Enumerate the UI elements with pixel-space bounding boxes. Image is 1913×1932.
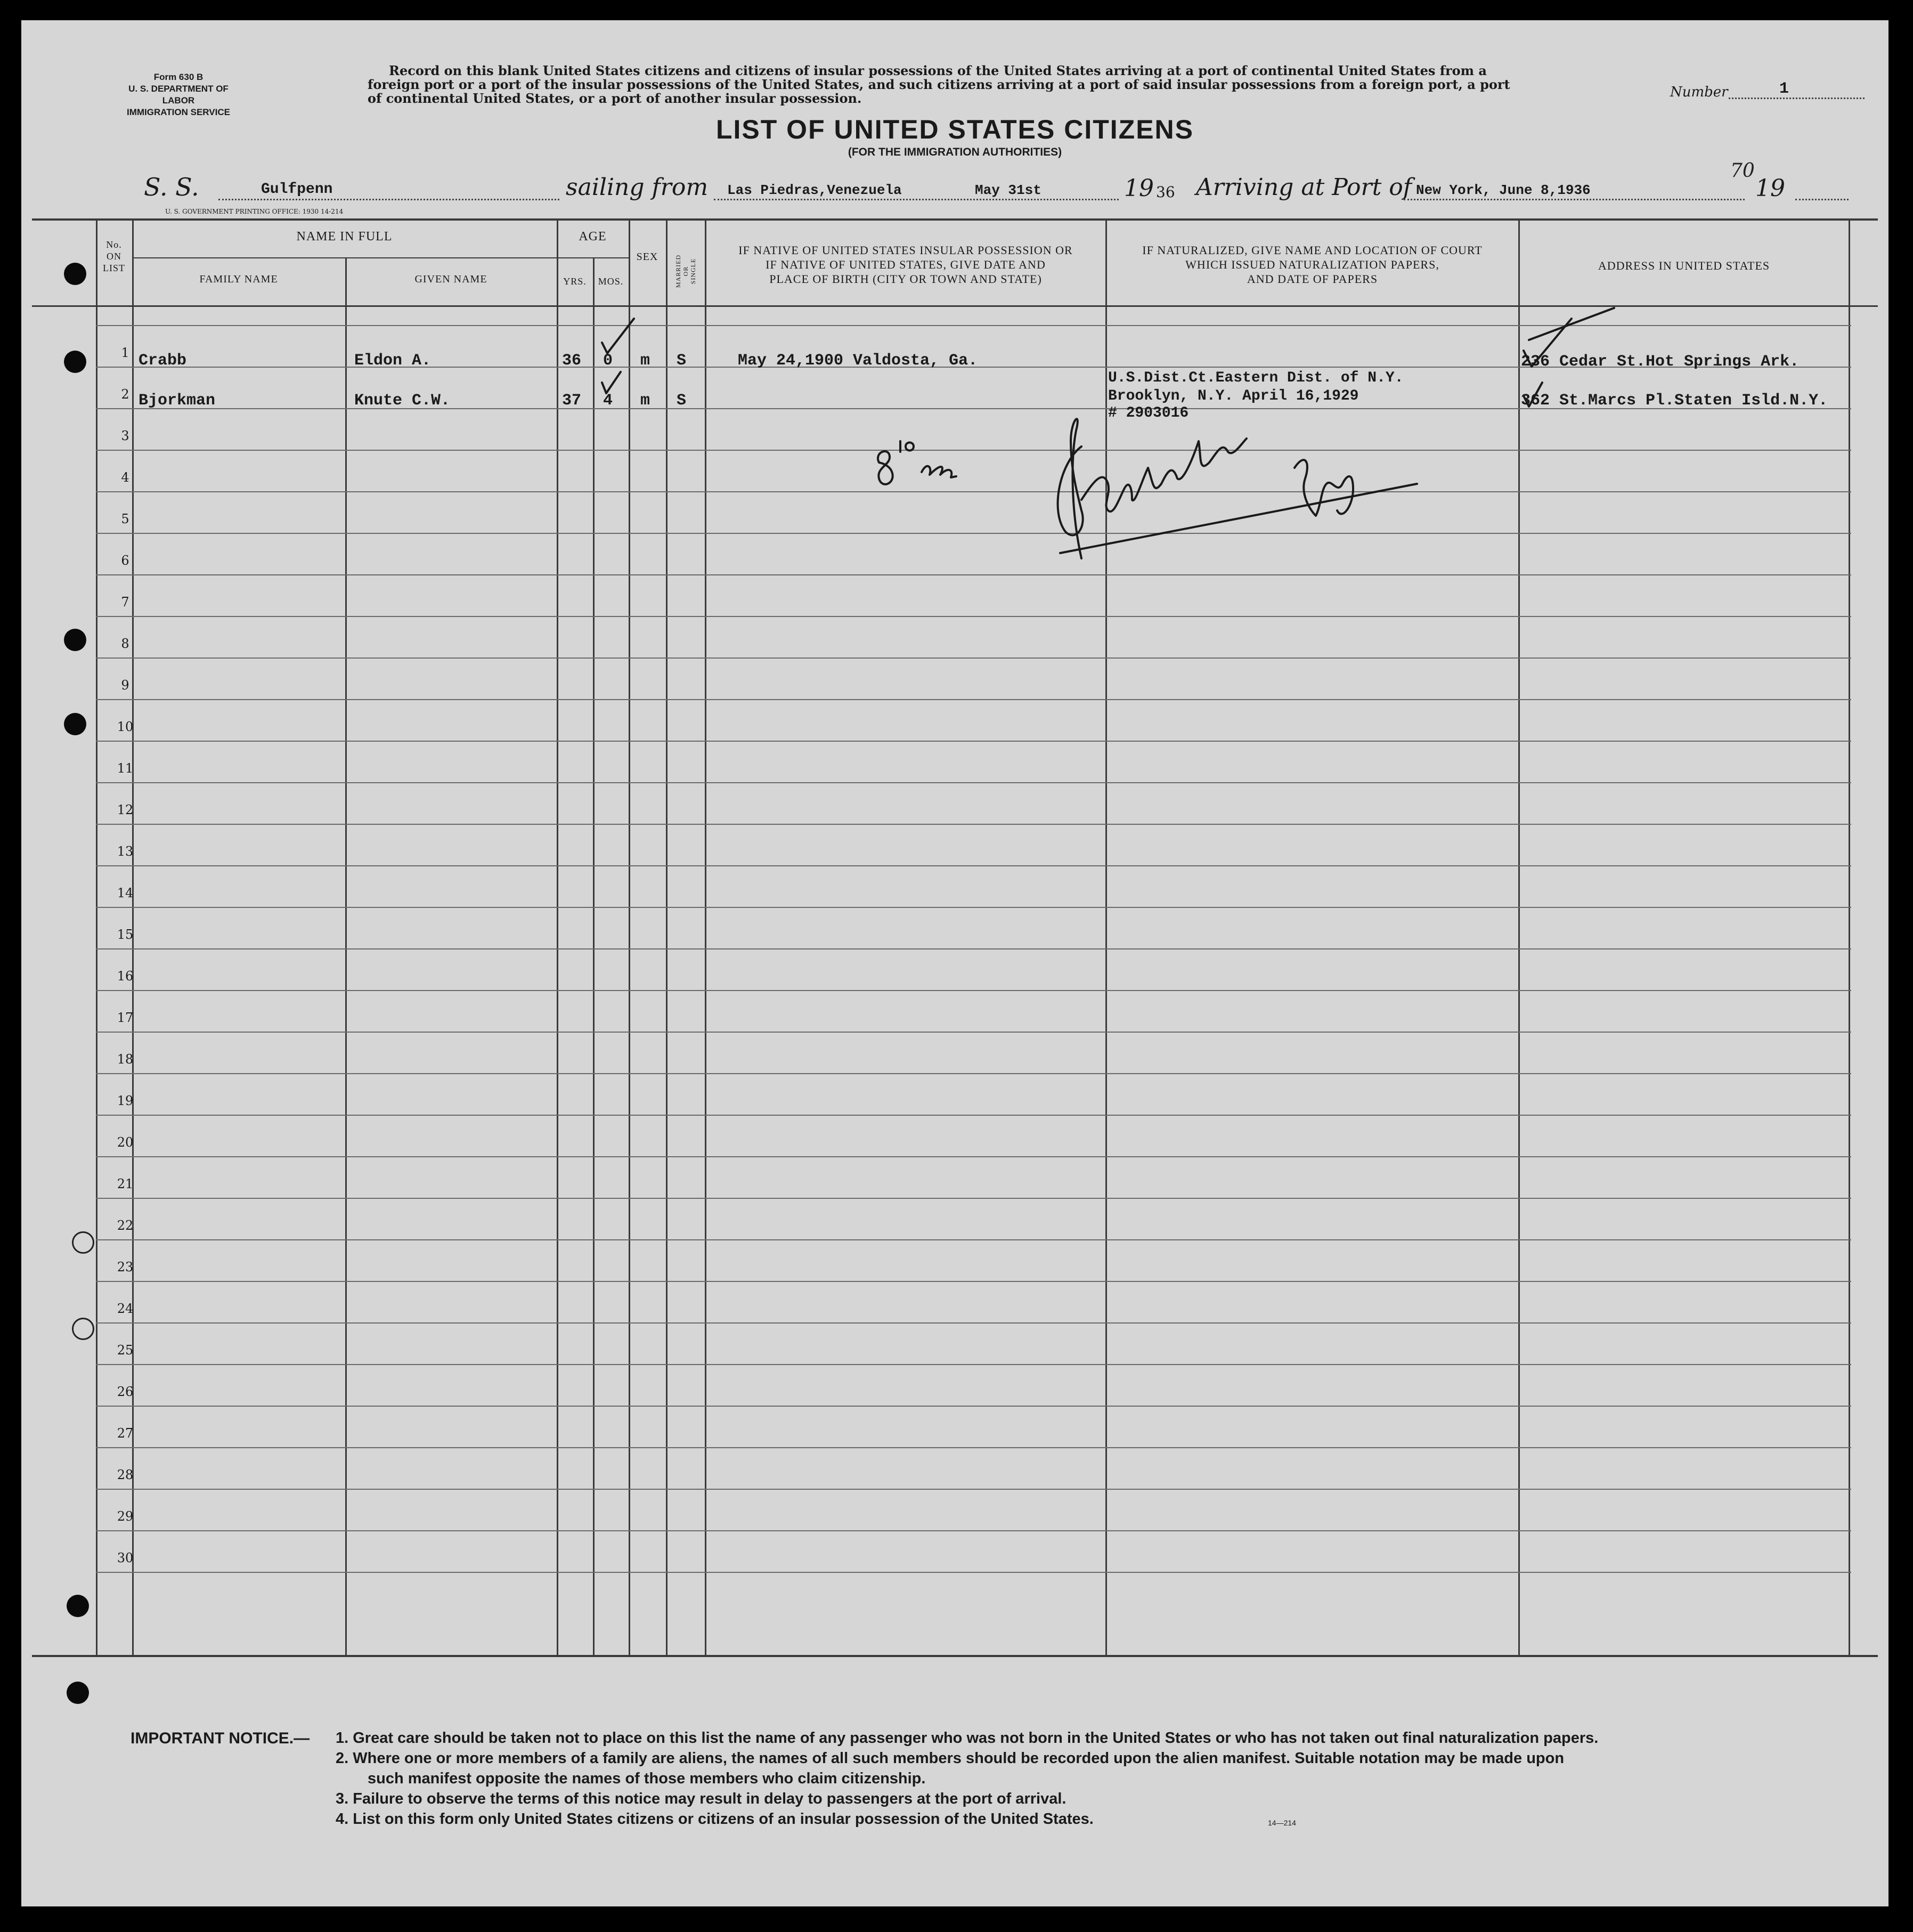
notice-item: 1. Great care should be taken not to place on this list the name of any passenger who was not born in the United States or who has not taken out final naturalization papers. [336, 1730, 1599, 1747]
entry-mos: 4 [603, 392, 613, 410]
form-number: Form 630 B [153, 72, 203, 82]
row-number: 30 [117, 1551, 134, 1565]
row-number: 8 [121, 636, 129, 651]
port-arrival: New York, June 8,1936 [1416, 182, 1591, 198]
punch-hole [64, 629, 86, 651]
entry-given-name: Knute C.W. [354, 392, 451, 410]
entry-given-name: Eldon A. [354, 352, 432, 370]
row-number: 27 [117, 1426, 134, 1441]
header-native: IF NATIVE OF UNITED STATES INSULAR POSSESSION OR IF NATIVE OF UNITED STATES, GIVE DATE AND PLACE OF BIRTH (CITY OR TOWN AND STATE) [738, 243, 1073, 286]
entry-married: S [677, 392, 687, 410]
department-name: U. S. DEPARTMENT OF LABOR [128, 84, 229, 105]
signature-icon [1081, 439, 1247, 512]
service-name: IMMIGRATION SERVICE [127, 107, 230, 117]
header-age: AGE [579, 230, 607, 243]
time-pm-icon [922, 466, 956, 477]
instruction-line: Record on this blank United States citizens and citizens of insular possessions of the United States arriving at a port of continental United States from a [389, 63, 1487, 78]
header-mos: MOS. [598, 276, 624, 287]
entry-sex: m [640, 392, 650, 410]
year-prefix: 19 [1124, 175, 1154, 202]
row-number: 20 [117, 1135, 134, 1150]
notice-item: 3. Failure to observe the terms of this notice may result in delay to passengers at the port of arrival. [336, 1790, 1067, 1807]
header-yrs: YRS. [563, 276, 587, 287]
header-no: No. ON LIST [103, 239, 125, 273]
punch-hole [64, 263, 86, 285]
notice-code: 14—214 [1268, 1819, 1296, 1827]
entry-mos: 0 [603, 352, 613, 370]
row-number: 18 [117, 1052, 134, 1067]
row-number: 9 [121, 678, 129, 693]
punch-hole [67, 1682, 89, 1704]
row-number: 26 [117, 1384, 134, 1399]
check-stroke-icon [1529, 308, 1614, 340]
header-given-name: GIVEN NAME [414, 273, 487, 285]
row-number: 7 [121, 595, 129, 610]
signature-icon [1058, 419, 1083, 558]
year-prefix-2: 19 [1755, 175, 1785, 202]
entry-naturalization-court: U.S.Dist.Ct.Eastern Dist. of N.Y. [1108, 370, 1404, 386]
entry-naturalization-number: # 2903016 [1108, 405, 1189, 421]
entry-yrs: 36 [562, 352, 582, 370]
row-number: 2 [121, 387, 129, 402]
entry-naturalization-date: Brooklyn, N.Y. April 16,1929 [1108, 388, 1359, 404]
row-number: 17 [117, 1010, 134, 1025]
punch-hole [64, 351, 86, 373]
printer-note: U. S. GOVERNMENT PRINTING OFFICE: 1930 14-214 [165, 208, 344, 215]
row-number: 6 [121, 553, 129, 568]
handwriting-layer [21, 20, 1888, 1906]
row-number: 3 [121, 428, 129, 443]
ss-label: S. S. [144, 173, 199, 201]
check-mark-icon [602, 372, 621, 393]
entry-address: 362 St.Marcs Pl.Staten Isld.N.Y. [1521, 392, 1828, 410]
instruction-line: of continental United States, or a port of another insular possession. [368, 91, 862, 106]
entry-address: 236 Cedar St.Hot Springs Ark. [1521, 353, 1800, 371]
header-address: ADDRESS IN UNITED STATES [1598, 259, 1770, 272]
number-label: Number [1670, 84, 1728, 100]
entry-family-name: Crabb [139, 352, 187, 370]
row-number: 23 [117, 1260, 134, 1275]
header-name-in-full: NAME IN FULL [296, 230, 393, 243]
row-number: 13 [117, 844, 134, 859]
row-number: 1 [121, 345, 129, 360]
row-number: 5 [121, 512, 129, 526]
entry-married: S [677, 352, 687, 370]
row-number: 16 [117, 969, 134, 984]
signature-icon [1295, 460, 1353, 516]
row-number: 14 [117, 886, 134, 900]
time-digit-icon [900, 441, 914, 452]
year-suffix: 36 [1156, 183, 1175, 201]
row-number: 4 [121, 470, 129, 485]
signature-underline-icon [1060, 484, 1417, 553]
notice-label: IMPORTANT NOTICE.— [131, 1730, 310, 1747]
row-number: 25 [117, 1343, 134, 1358]
row-number: 28 [117, 1467, 134, 1482]
arriving-label: Arriving at Port of [1196, 174, 1412, 201]
handwritten-number: 70 [1730, 160, 1755, 182]
row-number: 21 [117, 1176, 134, 1191]
row-number: 24 [117, 1301, 134, 1316]
punch-hole [67, 1595, 89, 1617]
instruction-line: foreign port or a port of the insular possessions of the United States, and such citizens arriving at a port of said insular possessions from a foreign port, a port [368, 77, 1510, 92]
notice-item: 2. Where one or more members of a family are aliens, the names of all such members should be recorded upon the alien manifest. Suitable notation may be made upon [336, 1750, 1565, 1767]
entry-family-name: Bjorkman [139, 392, 216, 410]
row-number: 19 [117, 1093, 134, 1108]
row-number: 15 [117, 927, 134, 942]
punch-hole [72, 1231, 94, 1254]
date-from: May 31st [975, 182, 1041, 198]
check-mark-icon [1524, 383, 1542, 407]
check-mark-icon [602, 319, 634, 353]
number-value: 1 [1779, 80, 1789, 98]
entry-sex: m [640, 352, 650, 370]
header-family-name: FAMILY NAME [199, 273, 278, 285]
port-from: Las Piedras,Venezuela [727, 182, 902, 198]
row-number: 11 [117, 761, 134, 776]
header-naturalized: IF NATURALIZED, GIVE NAME AND LOCATION OF COURT WHICH ISSUED NATURALIZATION PAPERS, AND DATE OF PAPERS [1142, 243, 1483, 286]
notice-item: 4. List on this form only United States citizens or citizens of an insular possession of the United States. [336, 1811, 1094, 1828]
row-number: 22 [117, 1218, 134, 1233]
entry-yrs: 37 [562, 392, 582, 410]
row-number: 12 [117, 802, 134, 817]
ship-name: Gulfpenn [261, 181, 333, 198]
header-married: MARRIED OR SINGLE [674, 254, 697, 288]
header-sex: SEX [636, 251, 658, 263]
form-sheet [21, 20, 1888, 1906]
punch-hole [64, 713, 86, 735]
row-number: 10 [117, 719, 134, 734]
time-digit-icon [878, 451, 893, 484]
page-title: LIST OF UNITED STATES CITIZENS [715, 115, 1194, 144]
notice-item: such manifest opposite the names of those members who claim citizenship. [368, 1770, 926, 1787]
sailing-label: sailing from [566, 174, 709, 201]
page-subtitle: (FOR THE IMMIGRATION AUTHORITIES) [848, 146, 1062, 158]
entry-birth: May 24,1900 Valdosta, Ga. [738, 352, 978, 370]
row-number: 29 [117, 1509, 134, 1524]
punch-hole [72, 1318, 94, 1340]
